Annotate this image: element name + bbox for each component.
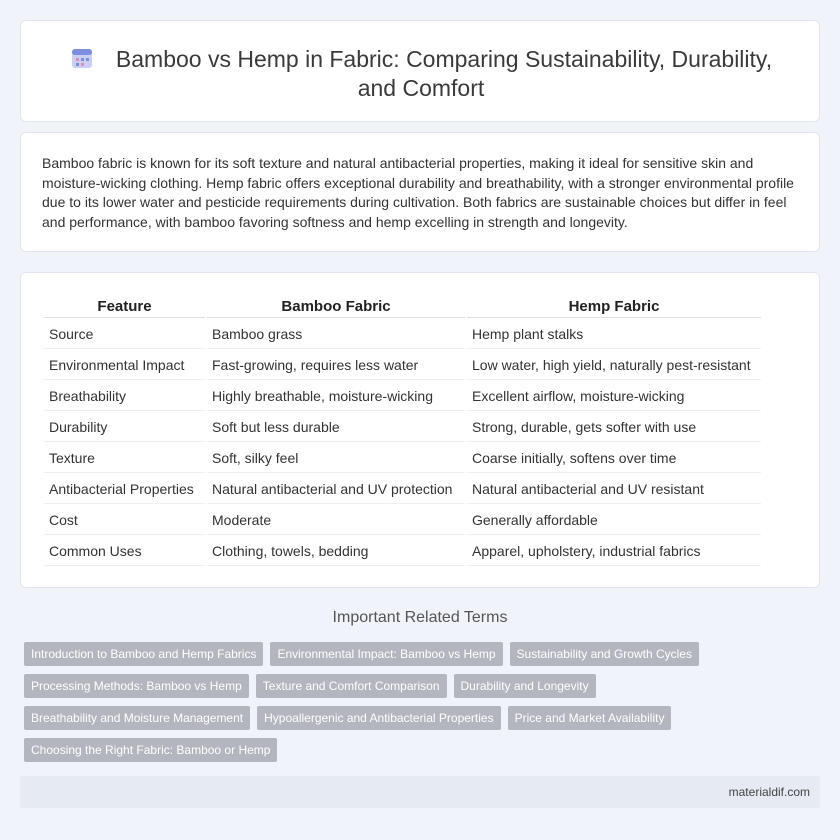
comparison-card (20, 272, 820, 588)
bamboo-cell: Soft but less durable (207, 413, 465, 442)
bamboo-cell: Natural antibacterial and UV protection (207, 475, 465, 504)
site-link[interactable]: materialdif.com (728, 785, 810, 799)
hemp-cell: Apparel, upholstery, industrial fabrics (467, 537, 761, 566)
table-row (44, 537, 761, 566)
related-term-tag[interactable]: Texture and Comfort Comparison (256, 674, 447, 698)
bamboo-cell: Clothing, towels, bedding (207, 537, 465, 566)
related-term-tag[interactable]: Hypoallergenic and Antibacterial Properties (257, 706, 500, 730)
bamboo-cell: Fast-growing, requires less water (207, 351, 465, 380)
intro-card (20, 132, 820, 252)
column-header-feature: Feature (44, 296, 205, 318)
bamboo-cell: Soft, silky feel (207, 444, 465, 473)
table-row (44, 320, 761, 349)
hemp-cell: Strong, durable, gets softer with use (467, 413, 761, 442)
footer (20, 776, 820, 808)
intro-paragraph: Bamboo fabric is known for its soft texture and natural antibacterial properties, making it ideal for sensitive skin and moisture-wicking clothing. Hemp fabric offers exceptional durability and breathability, with a stronger environmental profile due to its lower water and pesticide requirements during cultivation. Both fabrics are sustainable choices but differ in feel and performance, with bamboo favoring softness and hemp excelling in strength and longevity. (42, 155, 794, 230)
related-term-tag[interactable]: Environmental Impact: Bamboo vs Hemp (270, 642, 502, 666)
page-title (61, 45, 781, 103)
header-card (20, 20, 820, 122)
feature-cell: Durability (44, 413, 205, 442)
related-term-tag[interactable]: Sustainability and Growth Cycles (510, 642, 699, 666)
table-row (44, 351, 761, 380)
page-title-text: Bamboo vs Hemp in Fabric: Comparing Sustainability, Durability, and Comfort (115, 46, 773, 101)
feature-cell: Cost (44, 506, 205, 535)
table-row (44, 506, 761, 535)
calendar-icon (70, 46, 94, 70)
hemp-cell: Hemp plant stalks (467, 320, 761, 349)
bamboo-cell: Highly breathable, moisture-wicking (207, 382, 465, 411)
related-terms-heading: Important Related Terms (332, 609, 508, 626)
related-term-tag[interactable]: Breathability and Moisture Management (24, 706, 250, 730)
hemp-cell: Coarse initially, softens over time (467, 444, 761, 473)
feature-cell: Source (44, 320, 205, 349)
related-term-tag[interactable]: Durability and Longevity (454, 674, 596, 698)
column-header-bamboo: Bamboo Fabric (207, 296, 465, 318)
hemp-cell: Natural antibacterial and UV resistant (467, 475, 761, 504)
hemp-cell: Generally affordable (467, 506, 761, 535)
table-row (44, 444, 761, 473)
hemp-cell: Low water, high yield, naturally pest-resistant (467, 351, 761, 380)
table-row (44, 382, 761, 411)
related-term-tag[interactable]: Introduction to Bamboo and Hemp Fabrics (24, 642, 263, 666)
table-row (44, 413, 761, 442)
column-header-hemp: Hemp Fabric (467, 296, 761, 318)
bamboo-cell: Moderate (207, 506, 465, 535)
table-header-row (44, 296, 761, 318)
bamboo-cell: Bamboo grass (207, 320, 465, 349)
feature-cell: Environmental Impact (44, 351, 205, 380)
feature-cell: Breathability (44, 382, 205, 411)
related-terms-list (24, 642, 714, 762)
related-term-tag[interactable]: Choosing the Right Fabric: Bamboo or Hemp (24, 738, 277, 762)
feature-cell: Common Uses (44, 537, 205, 566)
comparison-table (42, 294, 763, 568)
related-term-tag[interactable]: Price and Market Availability (508, 706, 672, 730)
feature-cell: Texture (44, 444, 205, 473)
table-row (44, 475, 761, 504)
feature-cell: Antibacterial Properties (44, 475, 205, 504)
hemp-cell: Excellent airflow, moisture-wicking (467, 382, 761, 411)
related-term-tag[interactable]: Processing Methods: Bamboo vs Hemp (24, 674, 249, 698)
